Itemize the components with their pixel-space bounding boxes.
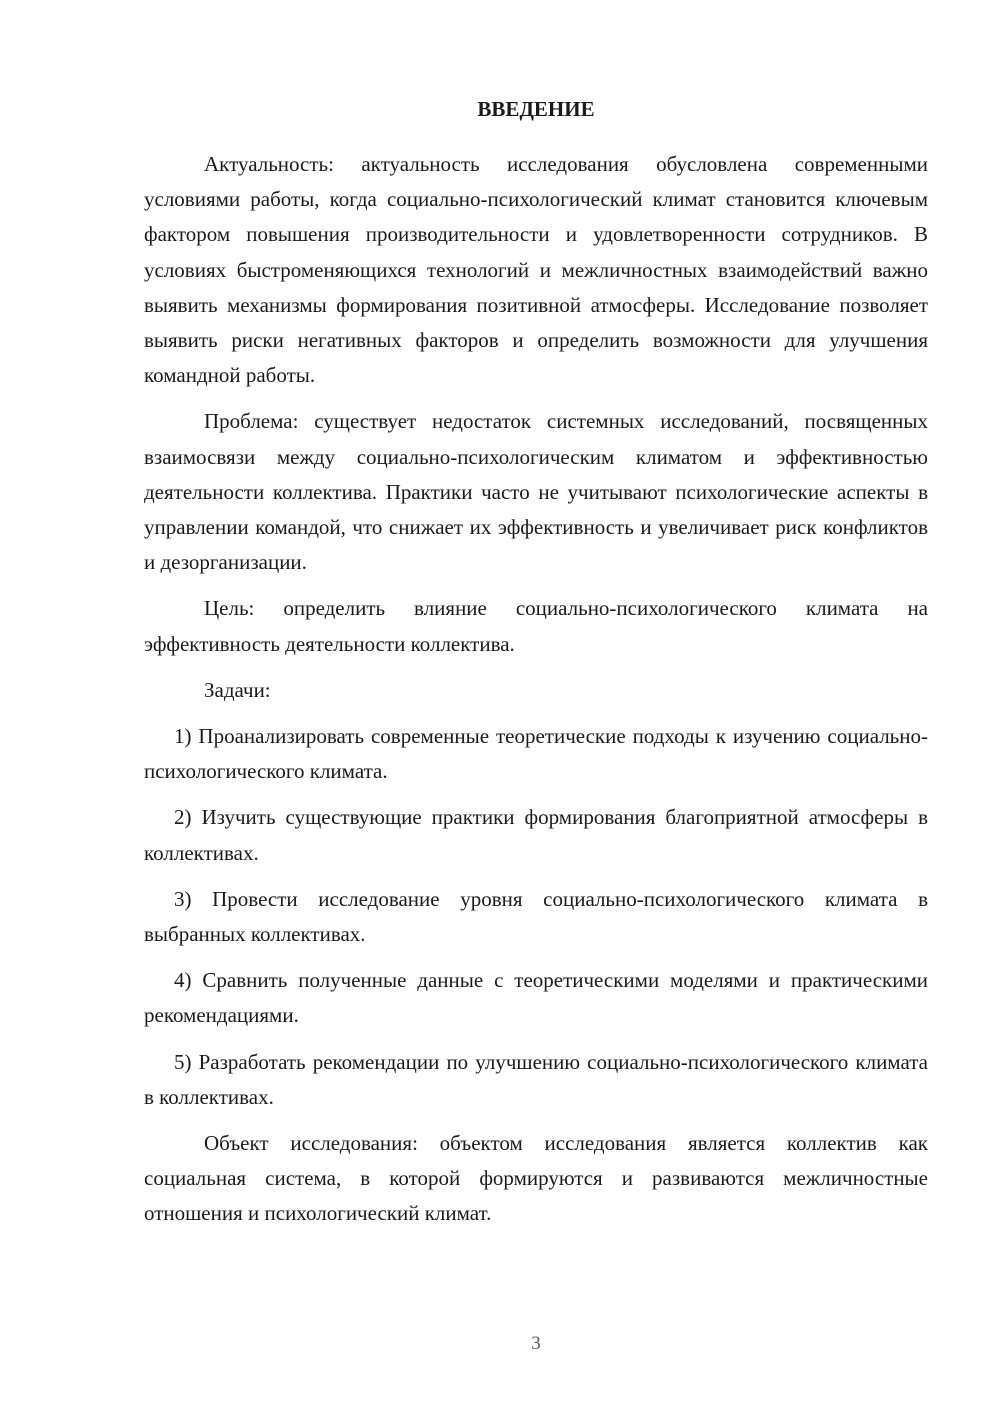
object-paragraph: Объект исследования: объектом исследования является коллектив как социальная система, в которой формируются и развиваются межличностные отношения и психологический климат. <box>144 1131 928 1226</box>
problem-paragraph: Проблема: существует недостаток системных исследований, посвященных взаимосвязи между социально-психологическим климатом и эффективностью деятельности коллектива. Практики часто не учитывают психологические аспекты в управлении командой, что снижает их эффективность и увеличивает риск конфликтов и дезорганизации. <box>144 409 928 575</box>
page-content <box>144 92 928 1232</box>
section-heading: ВВЕДЕНИЕ <box>477 97 595 121</box>
tasks-heading: Задачи: <box>204 677 271 702</box>
task-item: 5) Разработать рекомендации по улучшению социально-психологического климата в коллективах. <box>144 1049 928 1109</box>
task-item: 3) Провести исследование уровня социально-психологического климата в выбранных коллективах. <box>144 886 928 947</box>
relevance-paragraph: Актуальность: актуальность исследования обусловлена современными условиями работы, когда социально-психологический климат становится ключевым фактором повышения производительности и удовлетворенности сотрудников. В условиях быстроменяющихся технологий и межличностных взаимодействий важно выявить механизмы формирования позитивной атмосферы. Исследование позволяет выявить риски негативных факторов и определить возможности для улучшения командной работы. <box>144 152 928 388</box>
task-item: 1) Проанализировать современные теоретические подходы к изучению социально-психологического климата. <box>144 724 928 784</box>
page-number: 3 <box>531 1333 541 1354</box>
goal-paragraph: Цель: определить влияние социально-психологического климата на эффективность деятельности коллектива. <box>144 596 928 656</box>
task-item: 2) Изучить существующие практики формирования благоприятной атмосферы в коллективах. <box>144 805 928 865</box>
task-item: 4) Сравнить полученные данные с теоретическими моделями и практическими рекомендациями. <box>144 968 928 1028</box>
